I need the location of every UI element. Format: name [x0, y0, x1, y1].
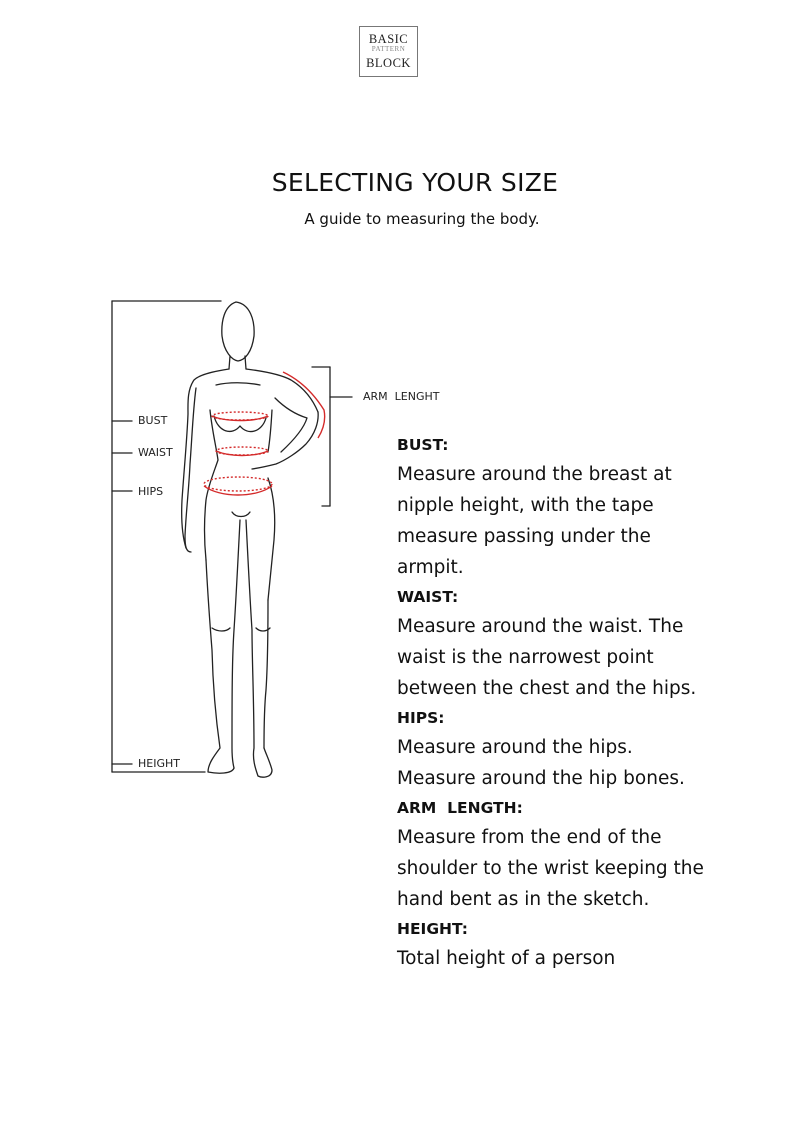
section-text-line: measure passing under the: [397, 526, 651, 547]
label-hips: HIPS: [138, 485, 164, 498]
section-text-line: Measure around the hip bones.: [397, 768, 685, 789]
section-text-line: hand bent as in the sketch.: [397, 889, 650, 910]
section-text-line: nipple height, with the tape: [397, 495, 654, 516]
measurement-instructions: [397, 431, 757, 974]
label-height: HEIGHT: [138, 757, 180, 770]
waist-measure-front: [216, 451, 268, 456]
section-text-line: shoulder to the wrist keeping the: [397, 858, 704, 879]
section-hips: [397, 704, 757, 794]
section-text-line: Total height of a person: [397, 948, 616, 969]
section-heading: WAIST:: [397, 588, 459, 606]
section-text-line: Measure around the waist. The: [397, 616, 684, 637]
section-text-line: between the chest and the hips.: [397, 678, 697, 699]
bust-measure-front: [212, 416, 268, 421]
logo-line-1: BASIC: [368, 32, 409, 46]
section-waist: [397, 583, 757, 704]
section-heading: BUST:: [397, 436, 449, 454]
section-text-line: Measure around the hips.: [397, 737, 633, 758]
logo-line-3: BLOCK: [366, 56, 411, 70]
section-text-line: waist is the narrowest point: [397, 647, 654, 668]
label-arm-length: ARM LENGHT: [363, 390, 440, 403]
section-heading: HEIGHT:: [397, 920, 468, 938]
page-subtitle: A guide to measuring the body.: [304, 210, 540, 228]
section-text-line: armpit.: [397, 557, 464, 578]
section-text-line: Measure around the breast at: [397, 464, 672, 485]
label-bust: BUST: [138, 414, 168, 427]
section-text-line: Measure from the end of the: [397, 827, 662, 848]
arm-measure-line: [283, 372, 325, 438]
arm-length-bracket: [312, 367, 352, 506]
page-title: SELECTING YOUR SIZE: [271, 168, 559, 197]
section-heading: ARM LENGTH:: [397, 799, 523, 817]
body-figure-sketch: [182, 302, 319, 777]
logo-line-2: PATTERN: [371, 45, 406, 53]
section-height: [397, 915, 757, 974]
section-heading: HIPS:: [397, 709, 445, 727]
label-waist: WAIST: [138, 446, 173, 459]
measurement-markers: [204, 372, 325, 495]
section-arm-length: [397, 794, 757, 915]
section-bust: [397, 431, 757, 583]
hips-measure-line: [204, 477, 272, 491]
hips-measure-front: [204, 486, 272, 495]
